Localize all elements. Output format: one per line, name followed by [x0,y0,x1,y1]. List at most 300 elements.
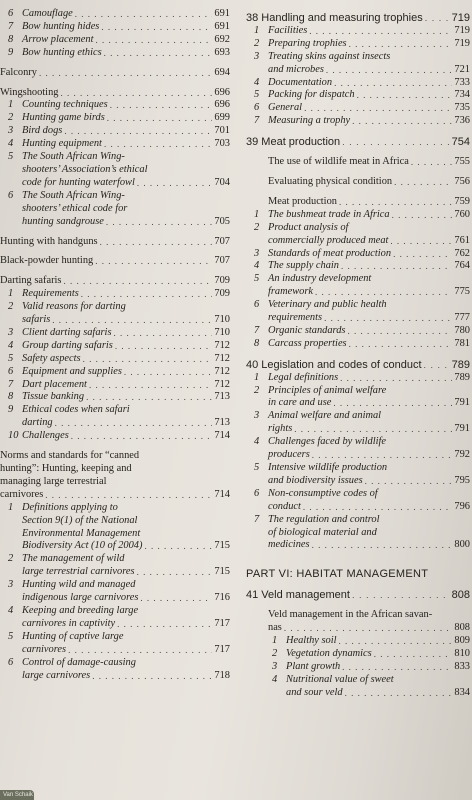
toc-entry-line [246,436,472,449]
toc-entry-title: commercially produced meat [268,234,389,246]
toc-entry-title: carnivores in captivity [22,617,116,629]
toc-entry-main [0,314,232,327]
leader-dots [95,34,212,47]
toc-entry-number: 4 [272,673,278,685]
toc-entry-title: Plant growth [286,660,341,672]
toc-entry-text: Environmental Management [22,527,141,539]
toc-entry-title: Falconry [0,66,37,78]
toc-entry [246,338,472,351]
toc-entry-text: Ethical codes when safari [22,404,130,416]
page-number: 736 [454,115,470,127]
toc-entry-line [246,222,472,235]
toc-entry-title: rights [268,423,293,435]
toc-entry-title: carnivores [22,643,67,655]
toc-entry-text: The regulation and control [268,513,380,525]
toc-entry-line [246,462,472,475]
page-number: 712 [214,378,230,390]
toc-entry-main [0,255,232,268]
part-heading [246,568,472,581]
toc-entry-main [0,177,232,190]
toc-entry-line [0,515,232,528]
leader-dots [52,314,212,327]
toc-entry-number: 7 [254,324,260,336]
toc-entry [246,156,472,169]
toc-entry-title: medicines [268,539,310,551]
page-number: 760 [454,208,470,220]
page-number: 707 [214,235,230,247]
toc-entry-main [0,379,232,392]
page-number: 712 [214,365,230,377]
toc-left-column [0,8,232,682]
toc-entry-number: 3 [8,125,14,137]
page-number: 809 [454,634,470,646]
page-number: 704 [214,176,230,188]
toc-entry [0,430,232,443]
leader-dots [312,539,453,552]
toc-entry [246,359,472,372]
toc-entry [246,589,472,602]
leader-dots [117,618,212,631]
page-number: 714 [214,488,230,500]
toc-entry-title: Biodiversity Act (10 of 2004) [22,540,143,552]
toc-entry [246,609,472,635]
toc-entry-main [246,156,472,169]
toc-entry-main [246,89,472,102]
leader-dots [81,288,213,301]
toc-entry-number: 2 [254,384,260,396]
toc-entry-text: Challenges faced by wildlife [268,436,387,448]
toc-entry-title: darting [22,417,53,429]
toc-entry-title: Group darting safaris [22,339,113,351]
leader-dots [64,125,212,138]
toc-entry-title: 40 Legislation and codes of conduct [246,358,422,371]
toc-entry-line [246,609,472,622]
toc-entry-main [0,288,232,301]
leader-dots [104,138,212,151]
toc-entry [0,404,232,430]
toc-entry [0,391,232,404]
page-number: 792 [454,449,470,461]
publisher-tab [0,790,34,800]
toc-entry [0,553,232,579]
page-number: 696 [214,99,230,111]
toc-entry-title: General [268,102,303,114]
toc-entry-main [0,417,232,430]
toc-entry-number: 6 [254,102,260,114]
leader-dots [326,64,453,77]
toc-entry [0,502,232,554]
toc-entry-title: Bow hunting hides [22,20,100,32]
leader-dots [349,38,453,51]
toc-entry-main [0,592,232,605]
chapter-heading [246,359,472,372]
toc-entry-number: 8 [254,337,260,349]
toc-entry [0,255,232,268]
toc-entry [0,99,232,112]
toc-entry-number: 6 [254,487,260,499]
toc-entry [246,102,472,115]
toc-entry-title: Arrow placement [22,33,94,45]
toc-entry-main [0,340,232,353]
toc-entry-number: 1 [254,208,260,220]
leader-dots [95,255,212,268]
toc-entry-title: nas [268,622,282,634]
leader-dots [392,209,453,222]
toc-entry-number: 1 [254,24,260,36]
toc-entry-line [246,527,472,540]
toc-entry-title: requirements [268,312,323,324]
toc-entry-text: Norms and standards for “canned [0,450,140,462]
toc-entry-main [246,687,472,700]
toc-entry-number: 2 [254,37,260,49]
toc-entry-main [0,112,232,125]
toc-entry [0,67,232,80]
toc-entry [0,138,232,151]
toc-entry-main [0,566,232,579]
toc-entry-number: 8 [8,391,14,403]
leader-dots [347,325,452,338]
toc-entry-number: 7 [254,115,260,127]
toc-entry [0,275,232,288]
toc-entry-title: large terrestrial carnivores [22,566,135,578]
toc-entry-number: 1 [8,99,14,111]
toc-entry [246,372,472,385]
toc-entry-main [0,67,232,80]
toc-entry [246,635,472,648]
toc-entry-number: 3 [254,410,260,422]
toc-entry-text: Treating skins against insects [268,50,391,62]
toc-entry-main [0,138,232,151]
leader-dots [86,391,212,404]
toc-entry-main [246,260,472,273]
toc-entry-title: 39 Meat production [246,136,341,149]
leader-dots [345,687,453,700]
page-number: 717 [214,617,230,629]
page-number: 691 [214,8,230,19]
toc-entry-main [0,327,232,340]
page-number: 789 [454,371,470,383]
toc-entry-text: Animal welfare and animal [268,410,382,422]
toc-entry-line [0,605,232,618]
toc-entry-text: Non-consumptive codes of [268,487,378,499]
leader-dots [424,359,450,372]
page-number: 834 [454,686,470,698]
toc-entry [246,222,472,248]
leader-dots [107,112,213,125]
page-number: 762 [454,247,470,259]
toc-entry-text: Definitions applying to [22,501,118,513]
toc-entry-title: Packing for dispatch [268,89,355,101]
toc-entry-text: Nutritional value of sweet [286,673,394,685]
toc-entry-main [0,99,232,112]
toc-entry-text: of biological material and [268,526,377,538]
page-number: 734 [454,89,470,101]
toc-entry [246,89,472,102]
leader-dots [341,260,452,273]
toc-entry [0,631,232,657]
toc-entry-main [0,275,232,288]
page-number: 810 [454,647,470,659]
toc-entry-number: 5 [254,89,260,101]
toc-entry-title: The supply chain [268,260,339,272]
page-number: 718 [214,669,230,681]
toc-entry-text: The management of wild [22,553,125,565]
toc-entry-main [246,64,472,77]
toc-entry-title: Evaluating physical condition [268,175,393,187]
toc-entry-line [0,502,232,515]
leader-dots [75,8,213,21]
toc-entry-title: The use of wildlife meat in Africa [268,156,409,168]
toc-entry-number: 10 [8,430,19,442]
toc-entry-line [0,450,232,463]
toc-entry-text: managing large terrestrial [0,475,107,487]
toc-entry-title: carnivores [0,488,44,500]
toc-entry [246,410,472,436]
toc-entry-main [0,670,232,683]
toc-entry-main [0,21,232,34]
toc-entry-number: 7 [8,378,14,390]
toc-entry-main [0,618,232,631]
leader-dots [425,12,450,25]
page-number: 781 [454,337,470,349]
toc-entry-line [0,579,232,592]
toc-entry-number: 9 [8,46,14,58]
leader-dots [137,566,213,579]
toc-entry-title: and biodiversity issues [268,474,363,486]
page-number: 780 [454,324,470,336]
toc-entry-title: PART VI: HABITAT MANAGEMENT [246,568,429,581]
toc-entry-title: Challenges [22,430,69,442]
leader-dots [140,592,212,605]
page-number: 712 [214,339,230,351]
page-number: 691 [214,20,230,32]
toc-entry-title: Dart placement [22,378,87,390]
toc-entry [246,462,472,488]
leader-dots [357,89,453,102]
toc-entry [246,661,472,674]
page-number: 707 [214,255,230,267]
toc-entry [0,657,232,683]
toc-entry-number: 1 [8,501,14,513]
toc-entry-main [246,25,472,38]
toc-entry [246,568,472,581]
toc-entry-main [246,539,472,552]
page-number: 716 [214,592,230,604]
page-number: 714 [214,430,230,442]
leader-dots [71,430,213,443]
toc-entry-line [246,514,472,527]
toc-entry-title: safaris [22,314,51,326]
toc-entry-line [0,404,232,417]
page-number: 777 [454,312,470,324]
toc-entry-line [0,553,232,566]
toc-entry-title: Facilities [268,24,308,36]
page-number: 775 [454,286,470,298]
toc-entry-line [246,674,472,687]
toc-entry-number: 2 [254,221,260,233]
leader-dots [342,661,452,674]
toc-entry-text: Valid reasons for darting [22,301,126,313]
leader-dots [303,501,453,514]
leader-dots [68,644,212,657]
toc-entry-text: shooters’ ethical code for [22,202,128,214]
toc-entry [0,112,232,125]
toc-entry-line [0,164,232,177]
toc-entry-main [0,489,232,502]
page-number: 754 [451,136,470,149]
toc-entry-main [246,312,472,325]
toc-entry-line [0,463,232,476]
toc-entry-main [246,102,472,115]
toc-entry-title: Tissue banking [22,391,85,403]
page-number: 795 [454,474,470,486]
toc-entry-main [246,475,472,488]
toc-entry-title: Equipment and supplies [22,365,122,377]
leader-dots [110,99,213,112]
toc-entry-title: and sour veld [286,686,343,698]
toc-entry-number: 4 [254,436,260,448]
toc-entry-main [246,635,472,648]
toc-entry-title: Legal definitions [268,371,339,383]
toc-entry [246,260,472,273]
toc-entry-text: Veld management in the African savan- [268,609,433,621]
toc-entry-title: Wingshooting [0,86,59,98]
toc-entry [0,47,232,60]
toc-entry-title: Healthy soil [286,634,337,646]
page-number: 710 [214,314,230,326]
leader-dots [63,275,212,288]
toc-entry-title: Organic standards [268,324,346,336]
toc-entry-main [0,216,232,229]
toc-entry-title: Measuring a trophy [268,115,351,127]
leader-dots [106,216,213,229]
toc-entry-title: hunting sandgrouse [22,215,104,227]
toc-entry-main [0,34,232,47]
toc-entry-title: indigenous large carnivores [22,592,139,604]
toc-entry-number: 7 [254,513,260,525]
toc-entry-line [0,190,232,203]
toc-entry-main [0,8,232,21]
toc-entry-number: 4 [8,604,14,616]
leader-dots [92,670,212,683]
toc-entry [246,12,472,25]
toc-entry-text: Keeping and breeding large [22,604,139,616]
toc-entry-main [0,540,232,553]
toc-entry-title: 41 Veld management [246,589,350,602]
toc-entry-number: 6 [8,656,14,668]
leader-dots [137,177,213,190]
toc-entry-title: Requirements [22,288,79,300]
toc-entry-number: 6 [8,8,14,19]
leader-dots [390,235,452,248]
toc-entry-title: framework [268,286,314,298]
leader-dots [104,47,213,60]
leader-dots [339,196,452,209]
page-number: 703 [214,138,230,150]
page-number: 764 [454,260,470,272]
leader-dots [124,366,213,379]
toc-entry [246,38,472,51]
leader-dots [294,423,452,436]
toc-entry-main [0,644,232,657]
toc-entry-title: 38 Handling and measuring trophies [246,12,423,24]
toc-entry [0,151,232,190]
leader-dots [60,87,212,100]
toc-entry-number: 3 [254,247,260,259]
toc-entry-title: Meat production [268,195,337,207]
toc-entry-main [246,248,472,261]
toc-entry-main [246,622,472,635]
toc-entry [246,176,472,189]
toc-entry [0,379,232,392]
toc-entry-main [246,115,472,128]
toc-entry-title: and microbes [268,63,324,75]
page-number: 719 [454,24,470,36]
leader-dots [304,102,452,115]
toc-entry-text: The South African Wing- [22,189,125,201]
toc-right-column [246,8,472,700]
toc-entry-main [246,397,472,410]
toc-entry-main [246,196,472,209]
page-number: 709 [214,275,230,287]
toc-entry-title: producers [268,449,310,461]
leader-dots [100,236,213,249]
leader-dots [334,77,452,90]
toc-entry-main [0,391,232,404]
toc-entry-line [0,476,232,489]
toc-entry-number: 1 [254,371,260,383]
toc-entry-number: 9 [8,404,14,416]
toc-entry-text: hunting”: Hunting, keeping and [0,463,132,474]
toc-entry-line [0,203,232,216]
toc-entry [246,51,472,77]
toc-entry-main [0,430,232,443]
page-number: 715 [214,566,230,578]
toc-entry [246,325,472,338]
toc-entry [0,450,232,502]
toc-entry-number: 5 [254,273,260,285]
page-number: 733 [454,76,470,88]
toc-entry-line [246,488,472,501]
toc-entry-main [246,286,472,299]
leader-dots [45,489,212,502]
toc-entry [246,209,472,222]
toc-entry-main [246,77,472,90]
publisher-tab-text: Van Schaik [3,792,33,798]
page-number: 715 [214,540,230,552]
toc-entry-line [246,410,472,423]
toc-entry [0,288,232,301]
toc-entry [0,340,232,353]
toc-entry-line [246,385,472,398]
toc-entry-number: 5 [8,630,14,642]
page-number: 696 [214,86,230,98]
page-number: 699 [214,112,230,124]
toc-entry-main [0,353,232,366]
page-number: 719 [451,12,470,24]
toc-entry-main [246,423,472,436]
chapter-heading [246,136,472,149]
toc-entry-number: 2 [8,553,14,565]
leader-dots [312,449,453,462]
leader-dots [309,25,452,38]
toc-entry [246,488,472,514]
toc-entry-main [246,372,472,385]
leader-dots [352,115,452,128]
toc-entry-number: 8 [8,33,14,45]
page-number: 713 [214,391,230,403]
leader-dots [39,67,212,80]
